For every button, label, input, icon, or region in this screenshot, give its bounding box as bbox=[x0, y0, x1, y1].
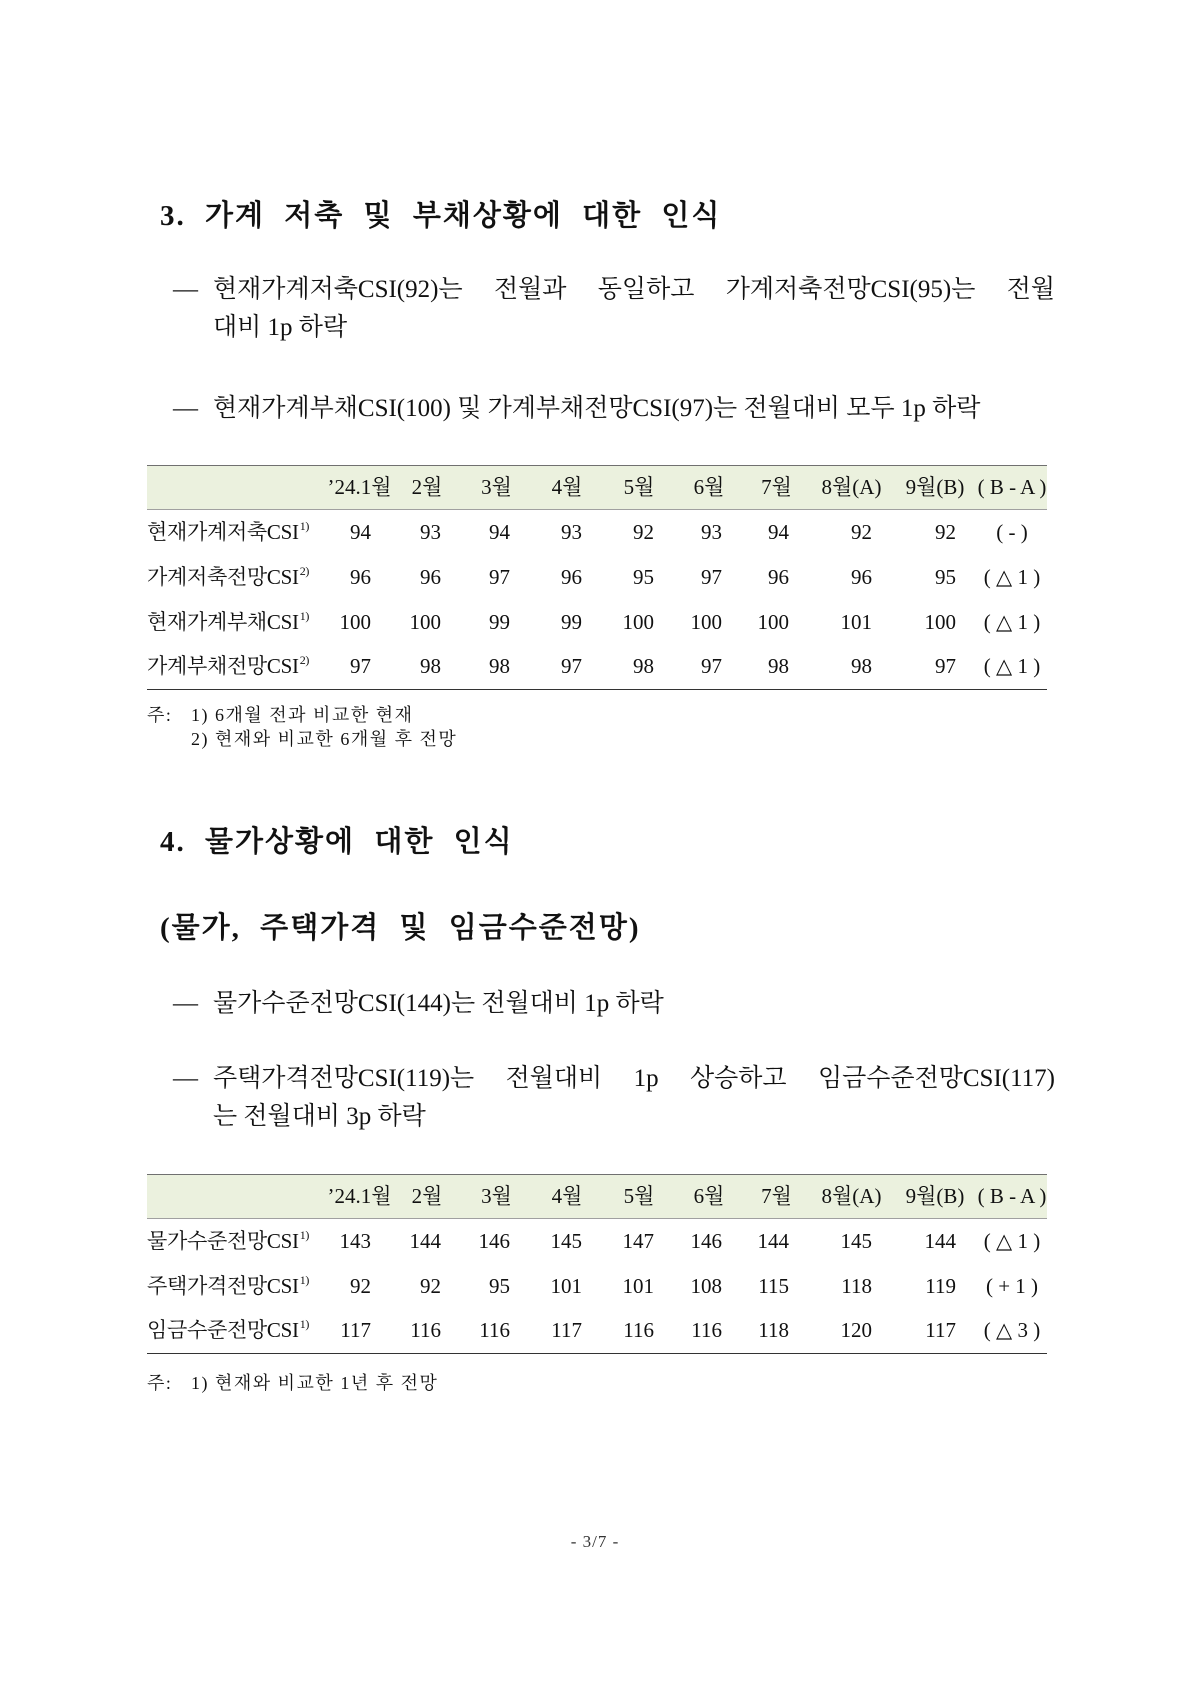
table-notes bbox=[147, 1371, 438, 1395]
change-b-minus-a: ( △ 1 ) bbox=[983, 564, 1041, 589]
value-apr: 96 bbox=[561, 564, 582, 589]
row-price-level-outlook bbox=[147, 1219, 1047, 1264]
value-jan: 96 bbox=[350, 564, 371, 589]
value-may: 147 bbox=[622, 1228, 654, 1253]
notes-prefix: 주: bbox=[147, 705, 173, 725]
value-feb: 93 bbox=[420, 519, 441, 544]
footnote-mark: 1) bbox=[299, 518, 310, 533]
row-label bbox=[147, 645, 327, 690]
bullet-line: 주택가격전망CSI(119)는 전월대비 1p 상승하고 임금수준전망CSI(117) bbox=[213, 1065, 1055, 1092]
savings-debt-csi-table bbox=[147, 465, 1047, 690]
col-header-b-minus-a: ( B - A ) bbox=[977, 1175, 1047, 1219]
note-item: 1) 6개월 전과 비교한 현재 bbox=[191, 705, 414, 725]
value-aug-a: 120 bbox=[810, 1309, 893, 1354]
value-mar: 94 bbox=[489, 519, 510, 544]
price-outlook-csi-table bbox=[147, 1174, 1047, 1354]
bullet-line: 는 전월대비 3p 하락 bbox=[213, 1103, 426, 1130]
value-feb: 98 bbox=[392, 645, 462, 690]
value-may: 92 bbox=[633, 519, 654, 544]
col-header-b-minus-a: ( B - A ) bbox=[977, 466, 1047, 510]
col-header-feb: 2월 bbox=[392, 466, 462, 510]
bullet-dash: — bbox=[173, 276, 198, 303]
bullet-item bbox=[173, 985, 1055, 1023]
row-label-text: 임금수준전망CSI bbox=[147, 1318, 299, 1343]
bullet-line: 물가수준전망CSI(144)는 전월대비 1p 하락 bbox=[213, 990, 664, 1017]
value-mar: 98 bbox=[462, 645, 531, 690]
footnote-mark: 2) bbox=[299, 563, 310, 578]
col-header-apr: 4월 bbox=[531, 466, 603, 510]
value-jun: 146 bbox=[690, 1228, 722, 1253]
bullet-dash: — bbox=[173, 1065, 198, 1092]
table-header-row bbox=[147, 1175, 1047, 1219]
col-header-mar: 3월 bbox=[462, 1175, 531, 1219]
value-sep-b: 119 bbox=[925, 1273, 956, 1298]
value-sep-b: 95 bbox=[935, 564, 956, 589]
value-aug-a: 101 bbox=[840, 609, 872, 634]
bullet-line: 현재가계저축CSI(92)는 전월과 동일하고 가계저축전망CSI(95)는 전월 bbox=[213, 276, 1055, 303]
row-current-household-debt bbox=[147, 600, 1047, 645]
row-household-savings-outlook bbox=[147, 555, 1047, 600]
value-jul: 100 bbox=[757, 609, 789, 634]
value-aug-a: 98 bbox=[810, 645, 893, 690]
value-jun: 93 bbox=[701, 519, 722, 544]
value-jun: 108 bbox=[690, 1273, 722, 1298]
value-may: 116 bbox=[603, 1309, 675, 1354]
corner-cell bbox=[147, 466, 327, 510]
value-may: 100 bbox=[622, 609, 654, 634]
row-household-debt-outlook bbox=[147, 645, 1047, 690]
change-b-minus-a: ( △ 1 ) bbox=[977, 645, 1047, 690]
value-may: 101 bbox=[622, 1273, 654, 1298]
value-may: 95 bbox=[633, 564, 654, 589]
value-jan: 97 bbox=[327, 645, 392, 690]
footnote-mark: 2) bbox=[299, 653, 310, 668]
value-jun: 97 bbox=[675, 645, 743, 690]
col-header-jun: 6월 bbox=[675, 466, 743, 510]
col-header-jan: ’24.1월 bbox=[327, 466, 392, 510]
value-mar: 95 bbox=[489, 1273, 510, 1298]
value-feb: 100 bbox=[409, 609, 441, 634]
row-label-text: 가계부채전망CSI bbox=[147, 654, 299, 679]
value-mar: 146 bbox=[478, 1228, 510, 1253]
bullet-line: 현재가계부채CSI(100) 및 가계부채전망CSI(97)는 전월대비 모두 1p 하락 bbox=[213, 395, 981, 422]
row-label-text: 현재가계부채CSI bbox=[147, 609, 299, 634]
col-header-apr: 4월 bbox=[531, 1175, 603, 1219]
notes-list bbox=[191, 1371, 438, 1395]
row-label bbox=[147, 510, 327, 555]
col-header-aug-a: 8월(A) bbox=[810, 466, 893, 510]
footnote-mark: 1) bbox=[299, 1317, 310, 1332]
value-apr: 93 bbox=[561, 519, 582, 544]
row-wage-level-outlook bbox=[147, 1309, 1047, 1354]
change-b-minus-a: ( △ 3 ) bbox=[977, 1309, 1047, 1354]
value-jan: 100 bbox=[339, 609, 371, 634]
section-subheading: (물가, 주택가격 및 임금수준전망) bbox=[160, 912, 641, 944]
value-jul: 98 bbox=[743, 645, 810, 690]
value-feb: 144 bbox=[409, 1228, 441, 1253]
row-label-text: 주택가격전망CSI bbox=[147, 1273, 299, 1298]
corner-cell bbox=[147, 1175, 327, 1219]
row-label bbox=[147, 1219, 327, 1264]
value-jan: 117 bbox=[327, 1309, 392, 1354]
note-item: 2) 현재와 비교한 6개월 후 전망 bbox=[191, 729, 458, 749]
value-sep-b: 144 bbox=[924, 1228, 956, 1253]
col-header-sep-b: 9월(B) bbox=[893, 1175, 977, 1219]
value-jun: 100 bbox=[690, 609, 722, 634]
value-mar: 99 bbox=[489, 609, 510, 634]
bullet-text bbox=[213, 390, 1055, 428]
row-current-household-savings bbox=[147, 510, 1047, 555]
value-sep-b: 117 bbox=[893, 1309, 977, 1354]
row-label bbox=[147, 1309, 327, 1354]
bullet-item bbox=[173, 1060, 1055, 1136]
bullet-text bbox=[213, 271, 1055, 347]
value-apr: 101 bbox=[550, 1273, 582, 1298]
value-aug-a: 145 bbox=[840, 1228, 872, 1253]
value-apr: 117 bbox=[531, 1309, 603, 1354]
footnote-mark: 1) bbox=[299, 1272, 310, 1287]
change-b-minus-a: ( △ 1 ) bbox=[983, 609, 1041, 634]
value-aug-a: 92 bbox=[851, 519, 872, 544]
value-jun: 116 bbox=[675, 1309, 743, 1354]
row-housing-price-outlook bbox=[147, 1264, 1047, 1309]
change-b-minus-a: ( + 1 ) bbox=[985, 1273, 1039, 1298]
section-heading-household-savings-debt: 3. 가계 저축 및 부채상황에 대한 인식 bbox=[160, 200, 722, 232]
value-aug-a: 96 bbox=[851, 564, 872, 589]
row-label-text: 가계저축전망CSI bbox=[147, 564, 299, 589]
value-jun: 97 bbox=[701, 564, 722, 589]
value-aug-a: 118 bbox=[841, 1273, 872, 1298]
note-item: 1) 현재와 비교한 1년 후 전망 bbox=[191, 1373, 439, 1393]
table-header-row bbox=[147, 466, 1047, 510]
value-jul: 96 bbox=[768, 564, 789, 589]
value-jan: 92 bbox=[350, 1273, 371, 1298]
row-label bbox=[147, 600, 327, 645]
value-jul: 144 bbox=[757, 1228, 789, 1253]
value-jan: 143 bbox=[339, 1228, 371, 1253]
value-jul: 94 bbox=[768, 519, 789, 544]
table-notes bbox=[147, 703, 457, 751]
value-mar: 116 bbox=[462, 1309, 531, 1354]
change-b-minus-a: ( △ 1 ) bbox=[983, 1228, 1041, 1253]
col-header-mar: 3월 bbox=[462, 466, 531, 510]
value-apr: 99 bbox=[561, 609, 582, 634]
value-jul: 118 bbox=[743, 1309, 810, 1354]
change-b-minus-a: ( - ) bbox=[996, 519, 1028, 544]
value-may: 98 bbox=[603, 645, 675, 690]
col-header-may: 5월 bbox=[603, 1175, 675, 1219]
value-feb: 116 bbox=[392, 1309, 462, 1354]
bullet-dash: — bbox=[173, 990, 198, 1017]
row-label-text: 현재가계저축CSI bbox=[147, 519, 299, 544]
col-header-jul: 7월 bbox=[743, 1175, 810, 1219]
col-header-jul: 7월 bbox=[743, 466, 810, 510]
value-apr: 145 bbox=[550, 1228, 582, 1253]
bullet-line: 대비 1p 하락 bbox=[213, 314, 348, 341]
row-label bbox=[147, 555, 327, 600]
value-mar: 97 bbox=[489, 564, 510, 589]
row-label-text: 물가수준전망CSI bbox=[147, 1228, 299, 1253]
col-header-may: 5월 bbox=[603, 466, 675, 510]
notes-list bbox=[191, 703, 457, 751]
col-header-jun: 6월 bbox=[675, 1175, 743, 1219]
page-number: - 3/7 - bbox=[570, 1532, 620, 1551]
value-sep-b: 97 bbox=[893, 645, 977, 690]
bullet-text bbox=[213, 1060, 1055, 1136]
col-header-feb: 2월 bbox=[392, 1175, 462, 1219]
col-header-sep-b: 9월(B) bbox=[893, 466, 977, 510]
value-jan: 94 bbox=[350, 519, 371, 544]
col-header-aug-a: 8월(A) bbox=[810, 1175, 893, 1219]
notes-prefix: 주: bbox=[147, 1373, 173, 1393]
value-jul: 115 bbox=[758, 1273, 789, 1298]
bullet-item bbox=[173, 390, 1055, 428]
section-heading-price-perception: 4. 물가상황에 대한 인식 bbox=[160, 826, 514, 858]
bullet-text bbox=[213, 985, 1055, 1023]
value-feb: 92 bbox=[420, 1273, 441, 1298]
bullet-item bbox=[173, 271, 1055, 347]
value-apr: 97 bbox=[531, 645, 603, 690]
col-header-jan: ’24.1월 bbox=[327, 1175, 392, 1219]
bullet-dash: — bbox=[173, 395, 198, 422]
value-sep-b: 100 bbox=[924, 609, 956, 634]
value-feb: 96 bbox=[420, 564, 441, 589]
footnote-mark: 1) bbox=[299, 608, 310, 623]
footnote-mark: 1) bbox=[299, 1227, 310, 1242]
value-sep-b: 92 bbox=[935, 519, 956, 544]
row-label bbox=[147, 1264, 327, 1309]
